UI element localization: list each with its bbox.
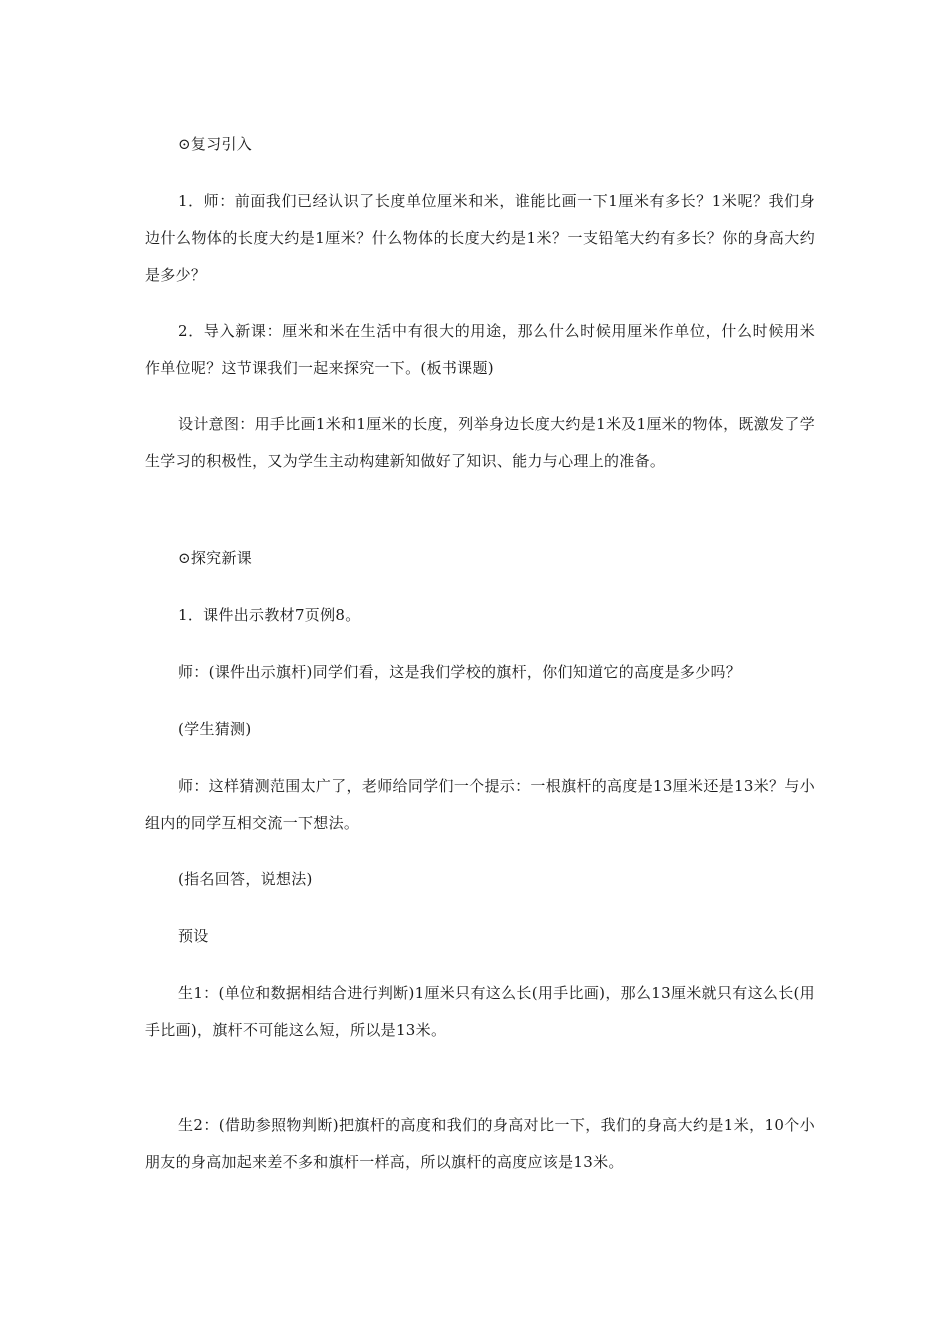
paragraph-student-2: 生2：(借助参照物判断)把旗杆的高度和我们的身高对比一下，我们的身高大约是1米，10个小朋友的身高加起来差不多和旗杆一样高，所以旗杆的高度应该是13米。 xyxy=(145,1116,815,1171)
section-heading-explore: ⊙探究新课 xyxy=(178,549,253,567)
paragraph-design-intent: 设计意图：用手比画1米和1厘米的长度，列举身边长度大约是1米及1厘米的物体，既激发了学生学习的积极性，又为学生主动构建新知做好了知识、能力与心理上的准备。 xyxy=(145,415,815,470)
paragraph-preset: 预设 xyxy=(178,927,209,945)
paragraph-teacher-2: 师：这样猜测范围太广了，老师给同学们一个提示：一根旗杆的高度是13厘米还是13米？与小组内的同学互相交流一下想法。 xyxy=(145,777,815,832)
paragraph-student-1: 生1：(单位和数据相结合进行判断)1厘米只有这么长(用手比画)，那么13厘米就只有这么长(用手比画)，旗杆不可能这么短，所以是13米。 xyxy=(145,984,815,1039)
paragraph-review-1: 1．师：前面我们已经认识了长度单位厘米和米，谁能比画一下1厘米有多长？1米呢？我们身边什么物体的长度大约是1厘米？什么物体的长度大约是1米？一支铅笔大约有多长？你的身高大约是多少？ xyxy=(145,192,815,284)
paragraph-answer-prompt: (指名回答，说想法) xyxy=(178,870,313,888)
paragraph-item-1: 1．课件出示教材7页例8。 xyxy=(178,606,361,624)
paragraph-student-guess: (学生猜测) xyxy=(178,720,252,738)
document-page xyxy=(145,126,815,1181)
paragraph-teacher-1: 师：(课件出示旗杆)同学们看，这是我们学校的旗杆，你们知道它的高度是多少吗？ xyxy=(178,663,742,681)
paragraph-review-2: 2．导入新课：厘米和米在生活中有很大的用途，那么什么时候用厘米作单位，什么时候用米作单位呢？这节课我们一起来探究一下。(板书课题) xyxy=(145,322,815,377)
section-heading-review: ⊙复习引入 xyxy=(178,135,253,153)
